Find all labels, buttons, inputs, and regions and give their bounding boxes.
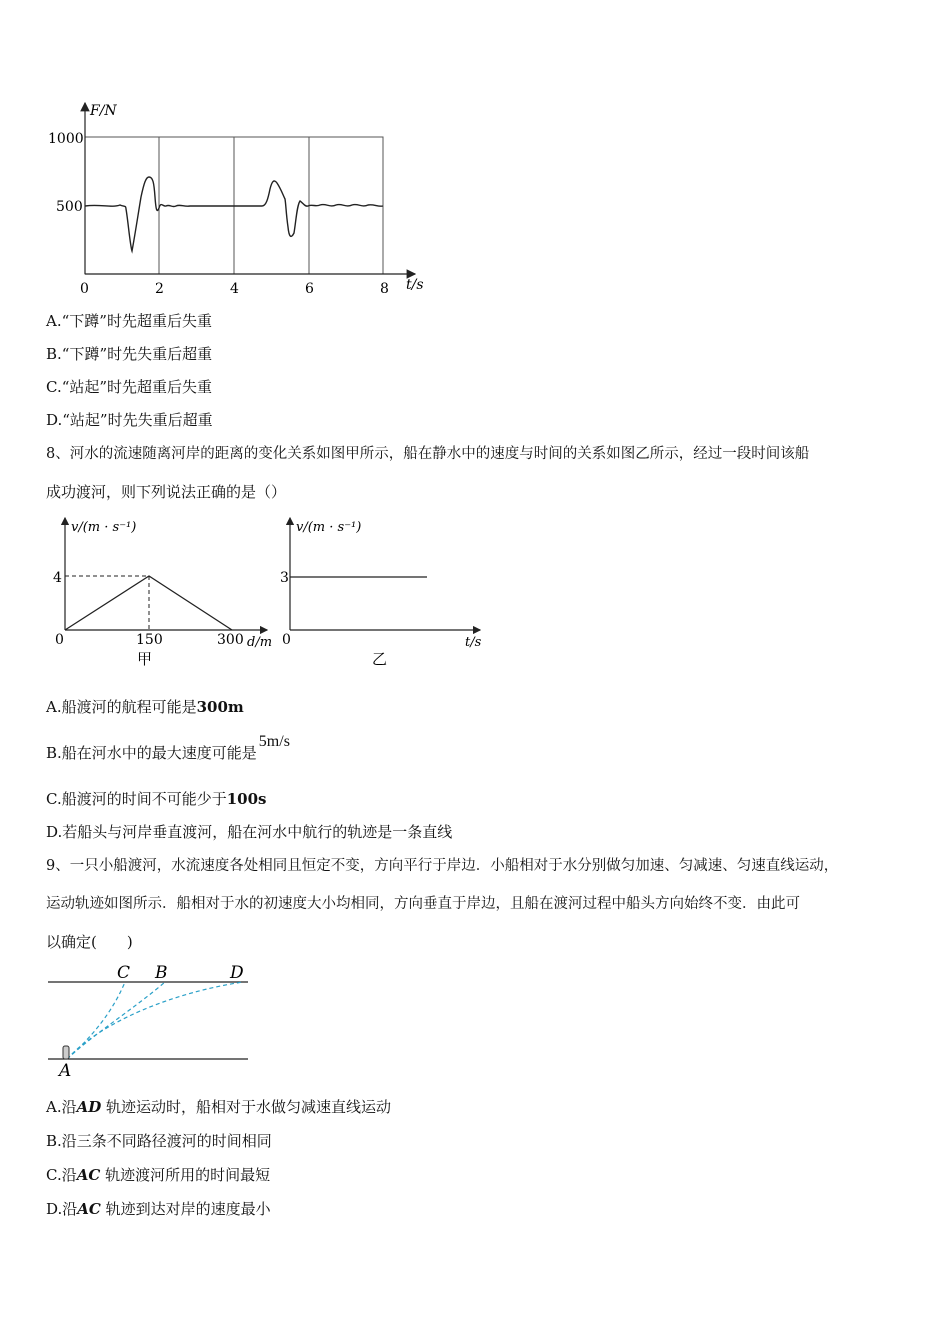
path-label: AC [77, 1200, 101, 1218]
x-tick-label: 4 [230, 281, 239, 297]
x-tick-label: 2 [155, 281, 164, 297]
q7-option-c[interactable] [46, 377, 212, 397]
q8-stem-line2: 成功渡河，则下列说法正确的是（） [46, 483, 287, 501]
figure-jia [45, 510, 285, 675]
river-trajectory-figure [40, 958, 260, 1080]
figure-caption: 甲 [137, 650, 153, 668]
q7-option-a[interactable] [46, 311, 212, 331]
point-label-a: A [59, 1061, 72, 1080]
q8-option-c[interactable] [46, 789, 266, 809]
option-text: A.船渡河的航程可能是 [46, 698, 197, 716]
q7-option-b[interactable] [46, 344, 212, 364]
q8-option-b[interactable] [46, 733, 290, 764]
y-tick-label: 500 [56, 199, 83, 215]
option-text: D.沿 [46, 1200, 78, 1218]
trajectory-ac [67, 982, 125, 1059]
x-tick-label: 0 [80, 281, 89, 297]
q9-stem-line1: 9、一只小船渡河，水流速度各处相同且恒定不变，方向平行于岸边．小船相对于水分别做匀加速、匀减速、匀速直线运动， [46, 858, 839, 874]
q8-option-a[interactable] [46, 697, 244, 717]
path-label: AD [76, 1098, 102, 1116]
trajectory-ad [67, 982, 243, 1059]
force-time-graph [40, 95, 440, 300]
y-axis-label: F/N [90, 103, 117, 119]
option-value: 5m/s [258, 733, 290, 750]
q7-option-d[interactable] [46, 410, 213, 430]
option-value: 300m [196, 698, 244, 716]
option-text: 轨迹到达对岸的速度最小 [105, 1200, 271, 1218]
option-text: D.若船头与河岸垂直渡河，船在河水中航行的轨迹是一条直线 [46, 823, 453, 841]
figure-caption: 乙 [372, 650, 388, 668]
point-label-c: C [117, 963, 131, 983]
x-tick-label: 300 [217, 632, 244, 648]
q9-option-c[interactable] [46, 1165, 270, 1185]
q8-option-d[interactable] [46, 822, 452, 842]
option-value: 100s [226, 790, 267, 808]
path-label: AC [76, 1166, 101, 1184]
x-axis-label: t/s [406, 277, 424, 293]
q8-stem-line1: 8、河水的流速随离河岸的距离的变化关系如图甲所示，船在静水中的速度与时间的关系如图乙所示，经过一段时间该船 [46, 446, 810, 462]
option-text: D.“站起”时先失重后超重 [46, 411, 213, 429]
boat-icon [63, 1046, 69, 1059]
trajectory-ab [67, 982, 165, 1059]
q9-stem-line3: 以确定( ) [46, 933, 133, 951]
x-tick-label: 8 [380, 281, 389, 297]
option-text: B.“下蹲”时先失重后超重 [46, 345, 213, 363]
x-axis-label: d/m [247, 635, 273, 650]
q9-option-d[interactable] [46, 1199, 271, 1219]
option-text: C.“站起”时先超重后失重 [46, 378, 213, 396]
option-text: B.沿三条不同路径渡河的时间相同 [46, 1132, 272, 1150]
y-tick-label: 3 [280, 570, 289, 586]
x-tick-label: 0 [55, 632, 64, 648]
option-text: A.“下蹲”时先超重后失重 [46, 312, 212, 330]
y-axis-label: v/(m · s⁻¹) [296, 520, 362, 535]
option-text: C.船渡河的时间不可能少于 [46, 790, 227, 808]
q9-stem-line2: 运动轨迹如图所示．船相对于水的初速度大小均相同，方向垂直于岸边，且船在渡河过程中船头方向始终不变．由此可 [46, 896, 800, 912]
y-axis-label: v/(m · s⁻¹) [71, 520, 137, 535]
option-text: 轨迹渡河所用的时间最短 [105, 1166, 271, 1184]
x-tick-label: 0 [282, 632, 291, 648]
point-label-d: D [230, 963, 244, 983]
y-tick-label: 1000 [48, 131, 84, 147]
option-text: 轨迹运动时，船相对于水做匀减速直线运动 [106, 1098, 392, 1116]
q9-option-a[interactable] [46, 1097, 391, 1117]
y-tick-label: 4 [53, 570, 62, 586]
option-text: C.沿 [46, 1166, 77, 1184]
x-tick-label: 6 [305, 281, 314, 297]
x-axis-label: t/s [465, 635, 482, 650]
q9-option-b[interactable] [46, 1131, 272, 1151]
option-text: B.船在河水中的最大速度可能是 [46, 744, 257, 762]
option-text: A.沿 [46, 1098, 77, 1116]
figure-yi [270, 510, 495, 675]
x-tick-label: 150 [136, 632, 163, 648]
point-label-b: B [155, 963, 168, 983]
